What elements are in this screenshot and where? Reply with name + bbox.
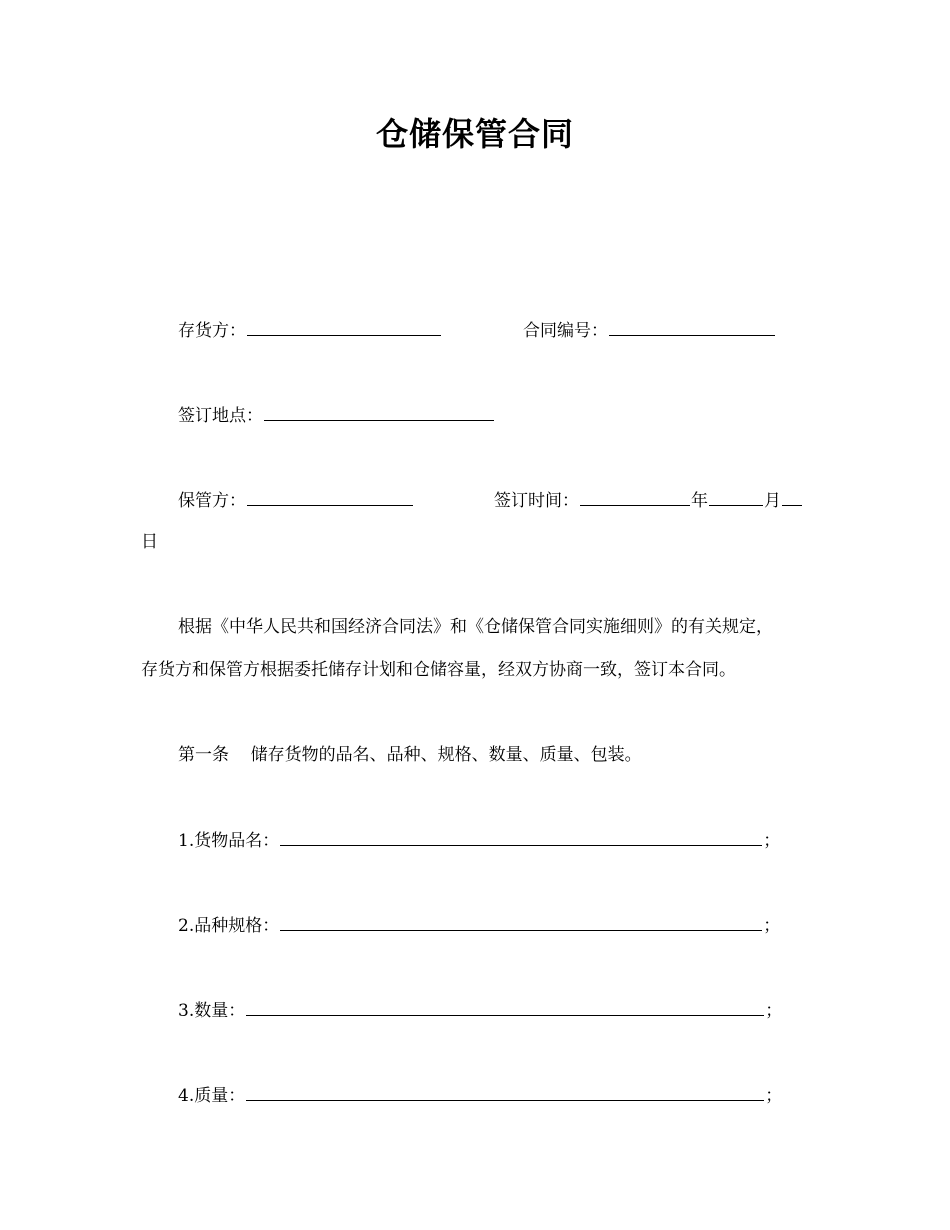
- item-blank: [280, 913, 762, 931]
- item-end: ；: [765, 1001, 783, 1021]
- year-label: 年: [691, 491, 708, 511]
- item-spec: [178, 913, 780, 938]
- item-quality: [178, 1083, 782, 1108]
- sign-time-label: 签订时间：: [494, 491, 579, 511]
- item-end: ；: [763, 916, 781, 936]
- custodian-blank: [247, 488, 413, 506]
- item-label: 1.货物品名：: [178, 831, 280, 851]
- day-blank: [782, 488, 802, 506]
- item-blank: [280, 828, 762, 846]
- item-label: 3.数量：: [178, 1001, 246, 1021]
- day-label: 日: [141, 532, 158, 552]
- item-quantity: [178, 998, 782, 1023]
- custodian-line: [178, 488, 414, 513]
- contract-no-blank: [609, 318, 775, 336]
- contract-no-line: [523, 318, 776, 343]
- item-goods-name: [178, 828, 780, 853]
- depositor-label: 存货方：: [178, 321, 246, 341]
- item-blank: [246, 998, 764, 1016]
- item-end: ；: [763, 831, 781, 851]
- preamble-line-2: 存货方和保管方根据委托储存计划和仓储容量，经双方协商一致，签订本合同。: [141, 660, 736, 680]
- sign-place-label: 签订地点：: [178, 406, 263, 426]
- item-end: ；: [765, 1086, 783, 1106]
- year-blank: [580, 488, 690, 506]
- month-label: 月: [764, 491, 781, 511]
- item-label: 2.品种规格：: [178, 916, 280, 936]
- article-1-heading: 第一条 储存货物的品名、品种、规格、数量、质量、包装。: [178, 745, 642, 765]
- preamble-line-1: 根据《中华人民共和国经济合同法》和《仓储保管合同实施细则》的有关规定，: [178, 617, 773, 637]
- depositor-blank: [247, 318, 441, 336]
- item-label: 4.质量：: [178, 1086, 246, 1106]
- contract-no-label: 合同编号：: [523, 321, 608, 341]
- depositor-line: [178, 318, 442, 343]
- document-title: 仓储保管合同: [375, 115, 574, 153]
- item-blank: [246, 1083, 764, 1101]
- month-blank: [709, 488, 763, 506]
- custodian-label: 保管方：: [178, 491, 246, 511]
- sign-place-blank: [264, 403, 494, 421]
- sign-time-line: [494, 488, 803, 513]
- day-line: [141, 530, 158, 554]
- sign-place-line: [178, 403, 495, 428]
